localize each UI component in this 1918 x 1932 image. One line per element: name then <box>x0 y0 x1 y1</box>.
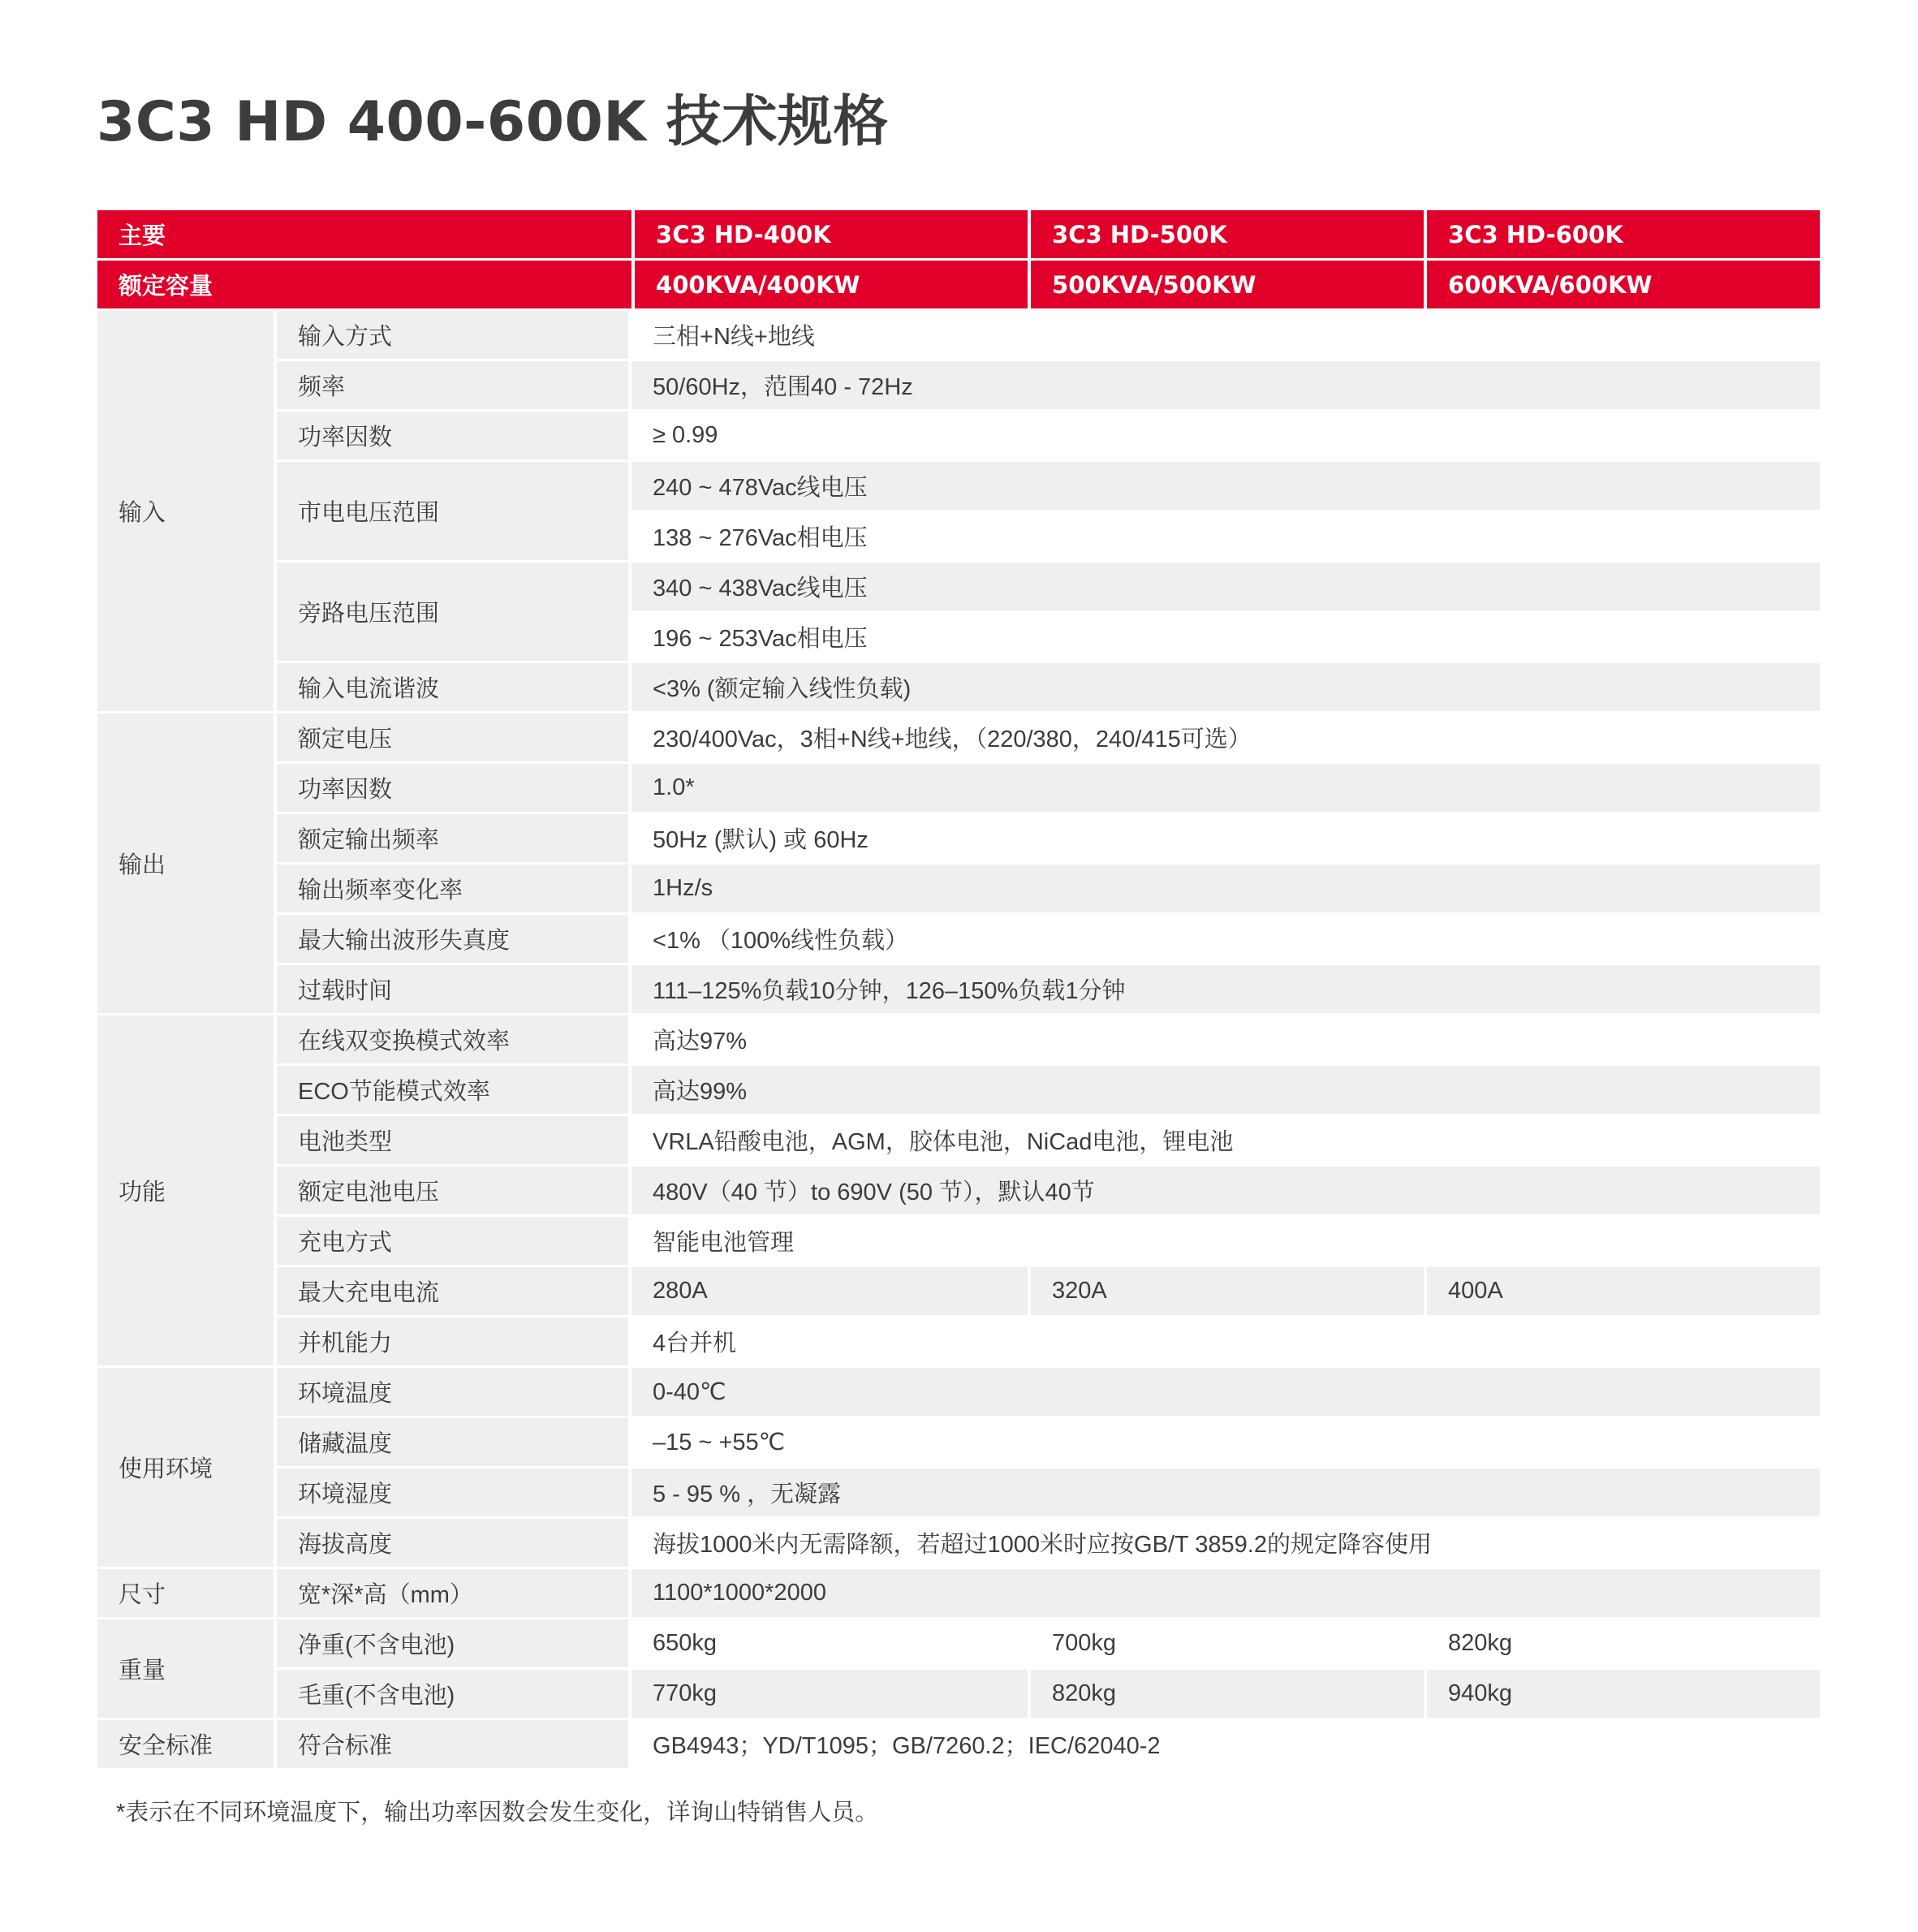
table-row <box>97 1317 1820 1365</box>
row-value: 1100*1000*2000 <box>631 1569 1820 1617</box>
row-value: VRLA铅酸电池，AGM，胶体电池，NiCad电池，锂电池 <box>631 1116 1820 1164</box>
table-row <box>97 865 1820 912</box>
table-row <box>97 764 1820 812</box>
table-row <box>97 1267 1820 1315</box>
row-label: 在线双变换模式效率 <box>277 1016 631 1063</box>
row-label: 充电方式 <box>277 1217 631 1265</box>
table-row <box>97 1418 1820 1466</box>
group-function: 功能 <box>97 1016 277 1365</box>
table-row <box>97 663 1820 711</box>
row-value: 196 ~ 253Vac相电压 <box>631 613 1820 661</box>
row-label: 最大输出波形失真度 <box>277 915 631 963</box>
row-label: 功率因数 <box>277 764 631 812</box>
table-row <box>97 1368 1820 1416</box>
table-row <box>97 1066 1820 1114</box>
row-label: 毛重(不含电池) <box>277 1670 631 1718</box>
group-size: 尺寸 <box>97 1569 277 1617</box>
row-value: 高达99% <box>631 1066 1820 1114</box>
header-capacity-400k: 400KVA/400KW <box>631 261 1028 308</box>
row-value-400k: 650kg <box>631 1619 1028 1667</box>
row-value-500k: 700kg <box>1028 1619 1424 1667</box>
footnote: *表示在不同环境温度下，输出功率因数会发生变化，详询山特销售人员。 <box>116 1800 879 1826</box>
row-value: 1Hz/s <box>631 865 1820 912</box>
row-label: 输入方式 <box>277 311 631 359</box>
row-value: ≥ 0.99 <box>631 412 1820 459</box>
group-input: 输入 <box>97 311 277 711</box>
group-safety: 安全标准 <box>97 1720 277 1768</box>
row-value-600k: 400A <box>1424 1267 1820 1315</box>
spec-table <box>97 208 1820 1770</box>
row-value-400k: 770kg <box>631 1670 1028 1718</box>
table-row <box>97 915 1820 963</box>
row-value: 智能电池管理 <box>631 1217 1820 1265</box>
row-value: 50/60Hz，范围40 - 72Hz <box>631 361 1820 409</box>
group-output: 输出 <box>97 714 277 1013</box>
row-value: 4台并机 <box>631 1317 1820 1365</box>
table-row <box>97 563 1820 610</box>
table-row <box>97 1619 1820 1667</box>
table-row <box>97 714 1820 761</box>
header-model-600k: 3C3 HD-600K <box>1424 210 1820 258</box>
group-weight: 重量 <box>97 1619 277 1718</box>
row-label: 旁路电压范围 <box>277 563 631 661</box>
table-row <box>97 311 1820 359</box>
row-label: 额定电压 <box>277 714 631 761</box>
row-label: 功率因数 <box>277 412 631 459</box>
row-value-500k: 820kg <box>1028 1670 1424 1718</box>
table-row <box>97 1720 1820 1768</box>
row-value: 高达97% <box>631 1016 1820 1063</box>
row-value: 480V（40 节）to 690V (50 节），默认40节 <box>631 1167 1820 1214</box>
row-label: ECO节能模式效率 <box>277 1066 631 1114</box>
row-value: 0-40℃ <box>631 1368 1820 1416</box>
table-row <box>97 361 1820 409</box>
row-value: 5 - 95 % ，无凝露 <box>631 1468 1820 1516</box>
row-value-600k: 940kg <box>1424 1670 1820 1718</box>
header-main: 主要 <box>97 210 631 258</box>
row-label: 并机能力 <box>277 1317 631 1365</box>
table-row <box>97 412 1820 459</box>
row-value: 50Hz (默认) 或 60Hz <box>631 814 1820 862</box>
table-row <box>97 1569 1820 1617</box>
row-label: 净重(不含电池) <box>277 1619 631 1667</box>
row-label: 电池类型 <box>277 1116 631 1164</box>
row-label: 宽*深*高（mm） <box>277 1569 631 1617</box>
row-label: 频率 <box>277 361 631 409</box>
table-row <box>97 1116 1820 1164</box>
header-row-capacity <box>97 261 1820 308</box>
row-value-500k: 320A <box>1028 1267 1424 1315</box>
table-row <box>97 1519 1820 1567</box>
row-value: <1% （100%线性负载） <box>631 915 1820 963</box>
row-label: 最大充电电流 <box>277 1267 631 1315</box>
row-value: 1.0* <box>631 764 1820 812</box>
table-row <box>97 814 1820 862</box>
group-env: 使用环境 <box>97 1368 277 1567</box>
table-row <box>97 1016 1820 1063</box>
row-label: 额定电池电压 <box>277 1167 631 1214</box>
table-row <box>97 1468 1820 1516</box>
row-value: 111–125%负载10分钟，126–150%负载1分钟 <box>631 965 1820 1013</box>
row-label: 额定输出频率 <box>277 814 631 862</box>
row-value-600k: 820kg <box>1424 1619 1820 1667</box>
row-value: <3% (额定输入线性负载) <box>631 663 1820 711</box>
row-value: 240 ~ 478Vac线电压 <box>631 462 1820 510</box>
header-capacity-600k: 600KVA/600KW <box>1424 261 1820 308</box>
table-row <box>97 462 1820 510</box>
row-label: 输出频率变化率 <box>277 865 631 912</box>
header-model-400k: 3C3 HD-400K <box>631 210 1028 258</box>
row-label: 符合标准 <box>277 1720 631 1768</box>
row-label: 环境温度 <box>277 1368 631 1416</box>
table-row <box>97 1167 1820 1214</box>
table-row <box>97 965 1820 1013</box>
row-label: 市电电压范围 <box>277 462 631 560</box>
row-value: 海拔1000米内无需降额，若超过1000米时应按GB/T 3859.2的规定降容使用 <box>631 1519 1820 1567</box>
row-label: 海拔高度 <box>277 1519 631 1567</box>
header-capacity-500k: 500KVA/500KW <box>1028 261 1424 308</box>
row-value: –15 ~ +55℃ <box>631 1418 1820 1466</box>
row-label: 环境湿度 <box>277 1468 631 1516</box>
row-value: 三相+N线+地线 <box>631 311 1820 359</box>
table-row <box>97 1670 1820 1718</box>
row-value: 340 ~ 438Vac线电压 <box>631 563 1820 610</box>
header-capacity-label: 额定容量 <box>97 261 631 308</box>
page-title: 3C3 HD 400-600K 技术规格 <box>97 90 889 154</box>
row-label: 输入电流谐波 <box>277 663 631 711</box>
header-model-500k: 3C3 HD-500K <box>1028 210 1424 258</box>
row-label: 储藏温度 <box>277 1418 631 1466</box>
header-row-model <box>97 210 1820 258</box>
row-value-400k: 280A <box>631 1267 1028 1315</box>
row-value: 230/400Vac，3相+N线+地线，（220/380，240/415可选） <box>631 714 1820 761</box>
row-label: 过载时间 <box>277 965 631 1013</box>
row-value: 138 ~ 276Vac相电压 <box>631 512 1820 560</box>
table-row <box>97 1217 1820 1265</box>
row-value: GB4943；YD/T1095；GB/7260.2；IEC/62040-2 <box>631 1720 1820 1768</box>
